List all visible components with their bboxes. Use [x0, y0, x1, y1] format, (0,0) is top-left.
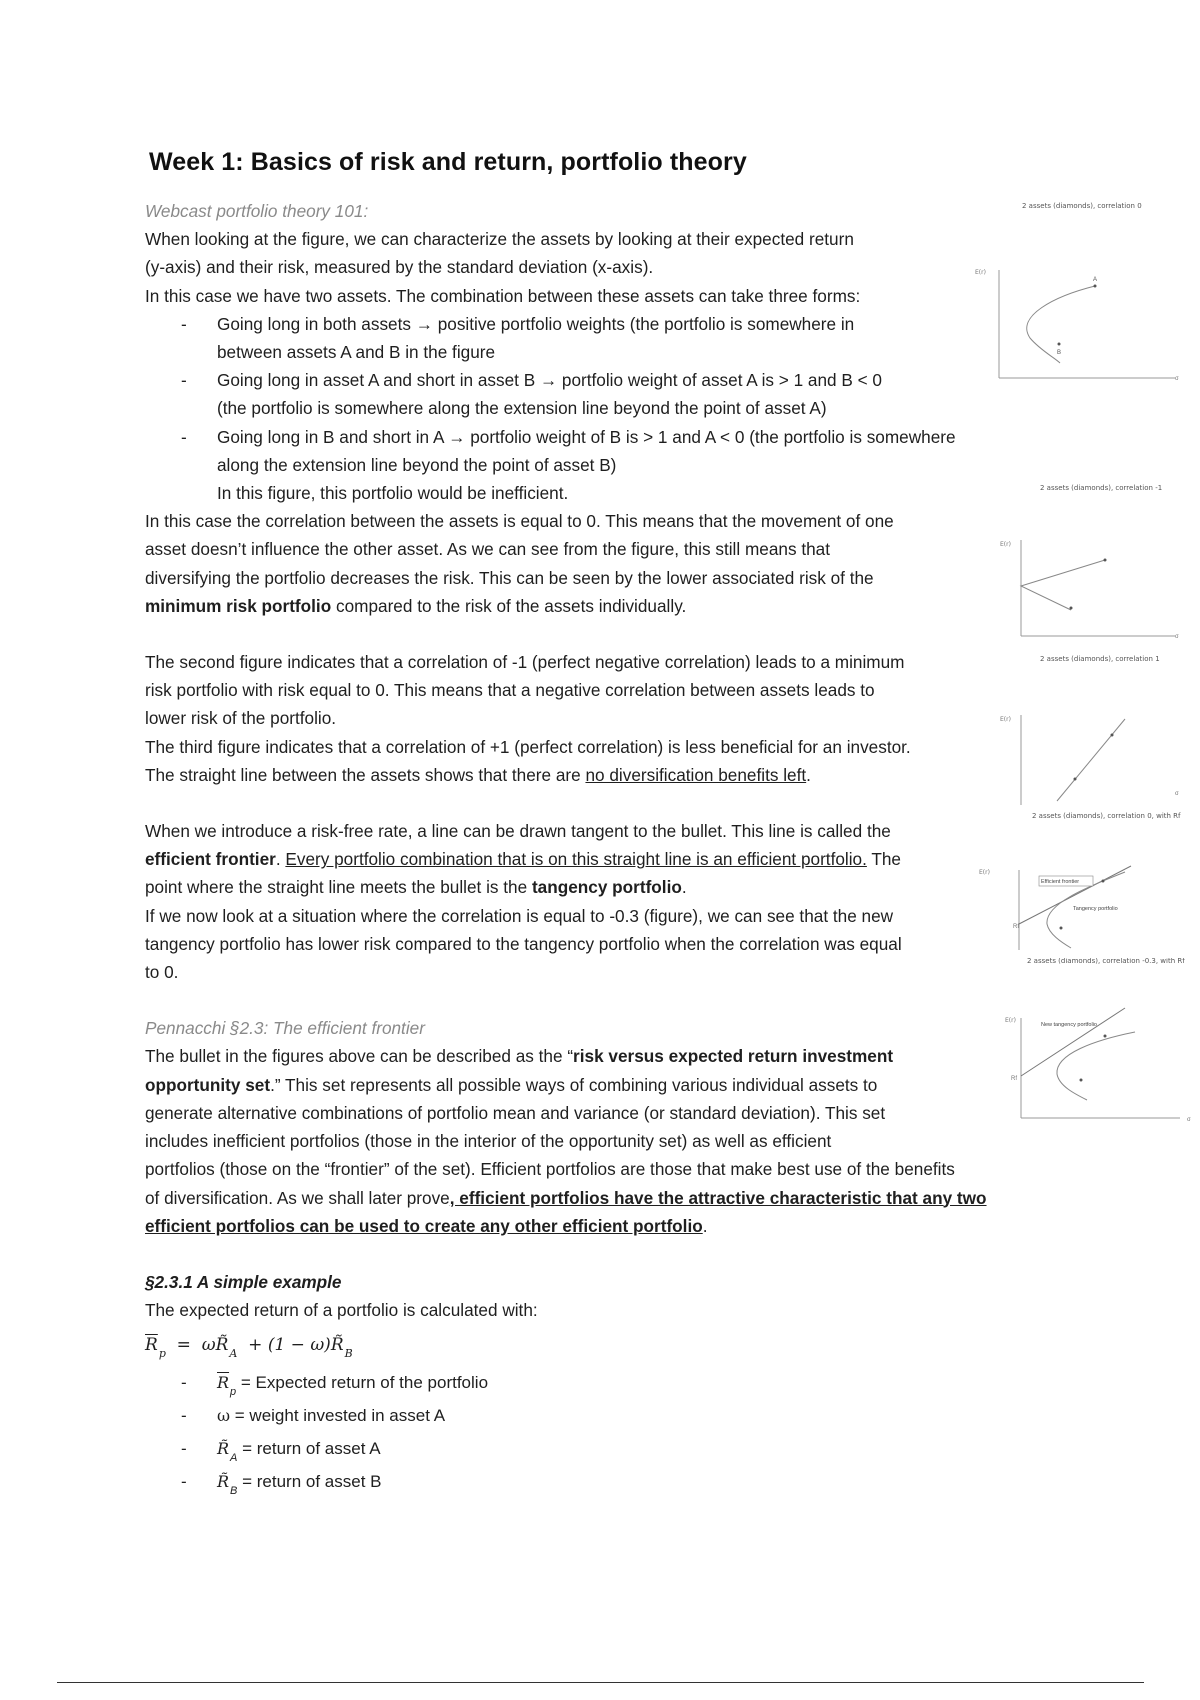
definition-dash: -: [181, 1472, 187, 1491]
bullet-dash: -: [181, 313, 187, 334]
pennacchi-line-7-post: .: [702, 1215, 708, 1236]
definition-row: [145, 1406, 845, 1439]
corr0-line-4: [145, 592, 1045, 620]
asset-a-point: [1111, 734, 1114, 737]
asset-a-point: [1094, 285, 1097, 288]
figure-xlabel: σ: [1175, 376, 1179, 382]
figure-xlabel: σ: [1175, 791, 1179, 797]
example-heading: §2.3.1 A simple example: [145, 1271, 342, 1292]
efficient-characteristic-1: , efficient portfolios have the attractive characteristic that any two: [449, 1187, 987, 1208]
second-line-3: lower risk of the portfolio.: [145, 708, 337, 729]
def-text: = weight invested in asset A: [230, 1406, 446, 1425]
bullet-3-line-1: Going long in B and short in A → portfolio weight of B is > 1 and A < 0 (the portfolio is somewhere: [217, 426, 956, 447]
figure-caption: 2 assets (diamonds), correlation 0, with Rf: [1032, 812, 1181, 820]
asset-b-point: [1070, 607, 1073, 610]
def-text: = return of asset A: [237, 1439, 381, 1458]
asset-b-label: B: [1057, 350, 1062, 356]
tangency-portfolio-term: tangency portfolio: [531, 877, 682, 898]
third-line-2: [145, 761, 1045, 789]
figure-bullet-curve: [1057, 1032, 1135, 1100]
figure-correlation-0: [975, 198, 1195, 398]
bullet-item: [145, 310, 1045, 366]
def-text: = return of asset B: [237, 1472, 382, 1491]
efficient-frontier-label: Efficient frontier: [1041, 879, 1080, 885]
asset-a-point: [1104, 1035, 1107, 1038]
bullet-dash: -: [181, 370, 187, 391]
corr0-line-4-rest: compared to the risk of the assets individually.: [331, 595, 687, 616]
pennacchi-line-7: [145, 1212, 1045, 1240]
bullet-item: [145, 366, 1045, 422]
bullet-3-line-2: along the extension line beyond the point of asset B): [217, 454, 617, 475]
def-symbol: R̃: [217, 1472, 230, 1491]
formula-a-sub: A: [229, 1347, 238, 1360]
figure-caption: 2 assets (diamonds), correlation 0: [1022, 202, 1142, 210]
rf-line-5: tangency portfolio has lower risk compared to the tangency portfolio when the correlation was equal: [145, 933, 902, 954]
figure-xlabel: σ: [1187, 1117, 1191, 1123]
webcast-intro-1: When looking at the figure, we can characterize the assets by looking at their expected return: [145, 229, 854, 250]
page-title: Week 1: Basics of risk and return, portfolio theory: [149, 148, 747, 176]
second-line-1: The second figure indicates that a correlation of -1 (perfect negative correlation) leads to a minimum: [145, 652, 905, 673]
webcast-intro-3: In this case we have two assets. The combination between these assets can take three forms:: [145, 285, 861, 306]
formula-definitions: [145, 1373, 845, 1505]
efficient-portfolio-statement: Every portfolio combination that is on this straight line is an efficient portfolio.: [285, 849, 867, 870]
asset-b-point: [1060, 927, 1063, 930]
webcast-heading: Webcast portfolio theory 101:: [145, 201, 369, 221]
def-symbol: $\overline{R}$: [217, 1373, 230, 1392]
def-text: = Expected return of the portfolio: [236, 1373, 489, 1392]
rf-line-6: to 0.: [145, 962, 179, 983]
bullet-2-line-1: Going long in asset A and short in asset B → portfolio weight of asset A is > 1 and B < 0: [217, 370, 882, 391]
bullet-2-line-2: (the portfolio is somewhere along the extension line beyond the point of asset A): [217, 398, 827, 419]
figure-ylabel: E(r): [979, 869, 990, 876]
pennacchi-line-2: [145, 1071, 1045, 1099]
pennacchi-line-1-pre: The bullet in the figures above can be described as the “: [145, 1046, 574, 1067]
opportunity-set-term-2: opportunity set: [145, 1074, 271, 1095]
figure-ylabel: E(r): [1005, 1017, 1016, 1024]
definition-row: [145, 1373, 845, 1406]
figure-correlation-1-svg: [975, 645, 1195, 805]
def-sub: B: [230, 1485, 238, 1497]
third-line-2-pre: The straight line between the assets shows that there are: [145, 764, 586, 785]
page-bottom-rule: [57, 1682, 1144, 1683]
figure-correlation-1: [975, 645, 1195, 805]
figure-correlation-minus-1-svg: [975, 480, 1195, 640]
corr0-line-3: diversifying the portfolio decreases the risk. This can be seen by the lower associated risk of the: [145, 567, 874, 588]
figure-frontier-lines: [1021, 560, 1105, 610]
formula-rp-sub: p: [158, 1347, 166, 1360]
figure-xlabel: σ: [1175, 634, 1179, 640]
asset-a-label: A: [1093, 277, 1098, 283]
pennacchi-line-1: [145, 1042, 1045, 1070]
second-line-2: risk portfolio with risk equal to 0. This means that a negative correlation between assets leads to: [145, 680, 875, 701]
pennacchi-line-2-rest: .” This set represents all possible ways of combining various individual assets to: [270, 1074, 878, 1095]
rf-line-4: If we now look at a situation where the correlation is equal to -0.3 (figure), we can see that the new: [145, 905, 894, 926]
bullet-item: [145, 423, 1045, 508]
figure-correlation-0-rf: [975, 808, 1195, 958]
opportunity-set-term-1: risk versus expected return investment: [573, 1046, 894, 1067]
pennacchi-line-5: portfolios (those on the “frontier” of the set). Efficient portfolios are those that make best use of the benefits: [145, 1159, 955, 1180]
definition-dash: -: [181, 1373, 187, 1392]
third-line-2-post: .: [806, 764, 811, 785]
rf-line-2-post: The: [866, 849, 901, 870]
figure-rf-label: Rf: [1011, 1076, 1017, 1082]
pennacchi-line-6-pre: of diversification. As we shall later prove: [145, 1187, 450, 1208]
bullet-3-line-3: In this figure, this portfolio would be inefficient.: [217, 483, 569, 504]
bullet-dash: -: [181, 426, 187, 447]
asset-a-point: [1104, 559, 1107, 562]
def-sub: p: [230, 1386, 237, 1398]
rf-line-2-mid: .: [275, 849, 286, 870]
formula-eq: =: [176, 1335, 191, 1355]
figure-caption: 2 assets (diamonds), correlation -0.3, with Rf: [1027, 958, 1185, 965]
figure-correlation-minus-0-3-rf-svg: [975, 958, 1200, 1128]
asset-a-point: [1102, 880, 1105, 883]
pennacchi-line-6: [145, 1184, 1045, 1212]
definition-row: [145, 1439, 845, 1472]
definition-dash: -: [181, 1439, 187, 1458]
figure-tangent-line: [1021, 1008, 1125, 1076]
expected-return-formula: [145, 1335, 353, 1360]
asset-b-point: [1080, 1079, 1083, 1082]
webcast-section: [145, 197, 1045, 1324]
formula-rp: $\overline{R}$: [145, 1335, 158, 1355]
efficient-frontier-term: efficient frontier: [145, 849, 276, 870]
def-symbol: R̃: [217, 1439, 230, 1458]
example-intro: The expected return of a portfolio is calculated with:: [145, 1300, 538, 1321]
rf-line-3-post: .: [681, 877, 687, 898]
asset-b-point: [1058, 343, 1061, 346]
rf-line-2: [145, 845, 1045, 873]
def-symbol: ω: [217, 1406, 231, 1425]
formula-omega-ra: ωR̃: [201, 1335, 229, 1355]
formula-rest: + (1 − ω)R̃: [248, 1335, 344, 1355]
figure-ylabel: E(r): [1000, 716, 1011, 723]
new-tangency-label: New tangency portfolio: [1041, 1022, 1097, 1028]
corr0-line-2: asset doesn’t influence the other asset. As we can see from the figure, this still means that: [145, 539, 830, 560]
definition-dash: -: [181, 1406, 187, 1425]
figure-correlation-minus-1: [975, 480, 1195, 640]
rf-line-3: [145, 873, 1045, 901]
pennacchi-line-3: generate alternative combinations of portfolio mean and variance (or standard deviation). This set: [145, 1102, 886, 1123]
corr0-line-1: In this case the correlation between the assets is equal to 0. This means that the movement of one: [145, 511, 894, 532]
bullet-1-line-1: Going long in both assets → positive portfolio weights (the portfolio is somewhere in: [217, 313, 855, 334]
figure-rf-label: Rf: [1013, 924, 1019, 930]
rf-line-3-pre: point where the straight line meets the bullet is the: [145, 877, 532, 898]
figure-correlation-0-rf-svg: [975, 808, 1195, 958]
third-line-1: The third figure indicates that a correlation of +1 (perfect correlation) is less beneficial for an investor.: [145, 736, 911, 757]
no-diversification-text: no diversification benefits left: [585, 764, 807, 785]
rf-line-1: When we introduce a risk-free rate, a line can be drawn tangent to the bullet. This line is called the: [145, 821, 891, 842]
pennacchi-line-4: includes inefficient portfolios (those in the interior of the opportunity set) as well as efficient: [145, 1131, 832, 1152]
formula-b-sub: B: [344, 1347, 353, 1360]
definition-row: [145, 1472, 845, 1505]
figure-straight-line: [1057, 719, 1125, 801]
figure-correlation-minus-0-3-rf: [975, 958, 1200, 1128]
min-risk-term: minimum risk portfolio: [145, 595, 332, 616]
figure-correlation-0-svg: [975, 198, 1195, 398]
figure-ylabel: E(r): [1000, 541, 1011, 548]
bullet-1-line-2: between assets A and B in the figure: [217, 342, 496, 363]
pennacchi-heading: Pennacchi §2.3: The efficient frontier: [145, 1018, 425, 1039]
figure-tangent-line: [1019, 866, 1131, 924]
efficient-characteristic-2: efficient portfolios can be used to create any other efficient portfolio: [145, 1215, 703, 1236]
asset-b-point: [1074, 778, 1077, 781]
tangency-portfolio-label: Tangency portfolio: [1073, 906, 1118, 912]
figure-ylabel: E(r): [975, 269, 986, 276]
figure-caption: 2 assets (diamonds), correlation -1: [1040, 484, 1163, 492]
def-sub: A: [230, 1452, 238, 1464]
figure-caption: 2 assets (diamonds), correlation 1: [1040, 655, 1160, 663]
webcast-intro-2: (y-axis) and their risk, measured by the standard deviation (x-axis).: [145, 257, 654, 278]
